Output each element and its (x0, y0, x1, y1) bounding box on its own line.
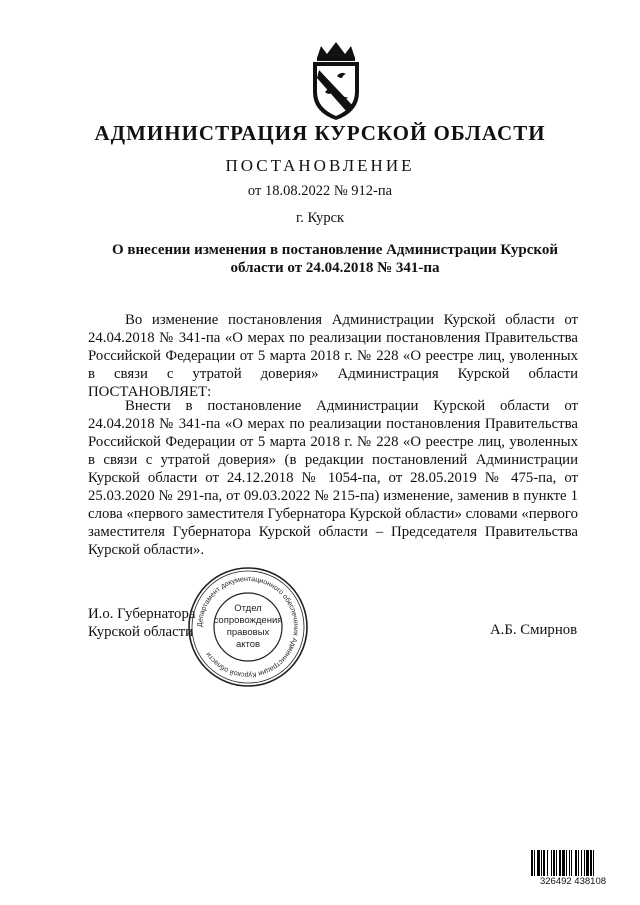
svg-text:Департамент документационного: Департамент документационного обеспечения Администрации Курской области (196, 575, 300, 679)
signatory-name: А.Б. Смирнов (490, 622, 578, 638)
svg-text:Отдел: Отдел (234, 603, 262, 614)
body-paragraph: Во изменение постановления Администрации Курской области от 24.04.2018 № 341-па «О мерах по реализации постановления Правительства Российской Федерации от 5 марта 2018 г. № 228 «О реестре лиц, уволенных в связи с утратой доверия» Администрация Курской области ПОСТАНОВЛЯЕТ: (88, 312, 578, 400)
org-title: АДМИНИСТРАЦИЯ КУРСКОЙ ОБЛАСТИ (94, 121, 546, 145)
document-city: г. Курск (295, 210, 345, 226)
barcode-number: 326492 438108 (528, 876, 618, 887)
signatory-position (88, 605, 195, 641)
svg-text:актов: актов (235, 639, 261, 650)
official-stamp-icon (186, 565, 310, 689)
svg-text:правовых: правовых (226, 627, 270, 638)
body-paragraph: Внести в постановление Администрации Курской области от 24.04.2018 № 341-па «О мерах по реализации постановления Правительства Российской Федерации от 5 марта 2018 г. № 228 «О реестре лиц, уволенных в связи с утратой доверия» (в редакции постановлений Администрации Курской области от 24.12.2018 № 1054-па, от 28.05.2019 № 475-па, от 25.03.2020 № 291-па, от 09.03.2022 № 215-па) изменение, заменив в пункте 1 слова «первого заместителя Губернатора Курской области» словами «первого заместителя Губернатора Курской области – Председателя Правительства Курской области». (88, 398, 578, 558)
document-type: ПОСТАНОВЛЕНИЕ (225, 156, 415, 175)
document-date-number: от 18.08.2022 № 912-па (247, 183, 393, 199)
svg-text:сопровождения: сопровождения (213, 615, 283, 626)
signatory-position-line: Курской области (88, 624, 194, 640)
kursk-crest-icon (295, 40, 377, 122)
document-subject: О внесении изменения в постановление Администрации Курской области от 24.04.2018 № 341-па (112, 242, 558, 276)
signatory-position-line: И.о. Губернатора (88, 606, 196, 622)
